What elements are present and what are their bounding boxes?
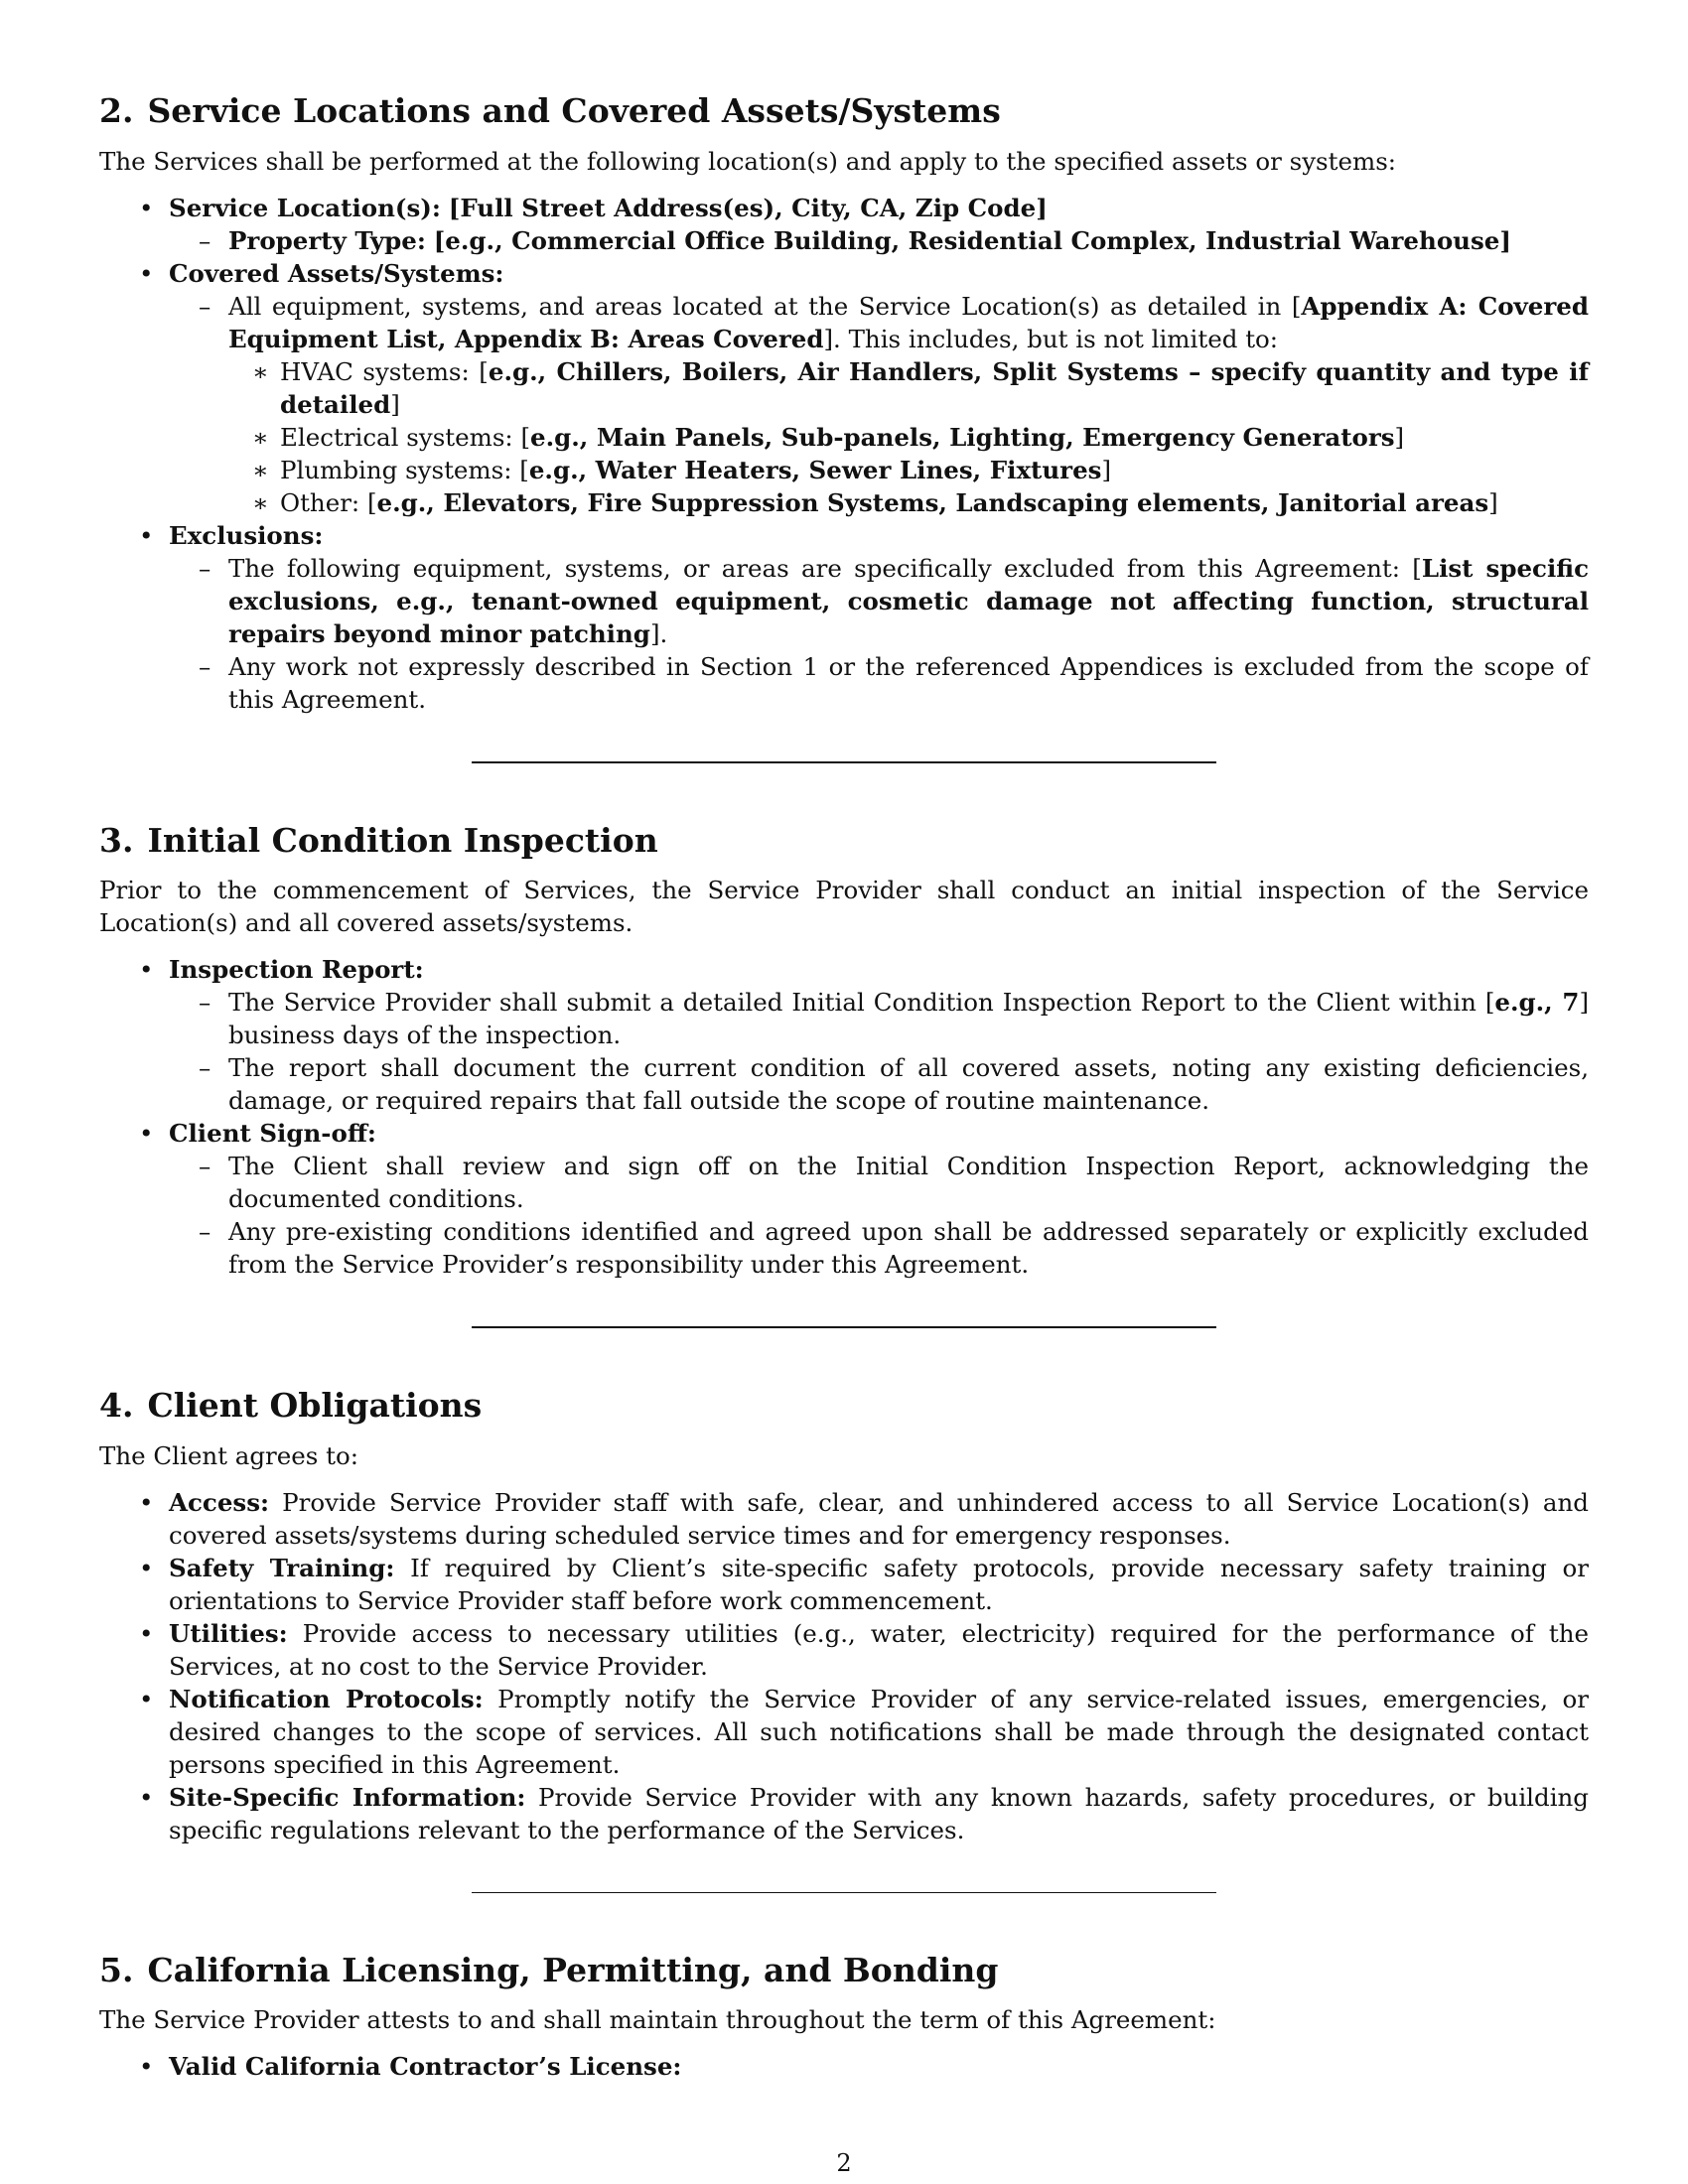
bold-text: e.g., 7 — [1494, 988, 1580, 1018]
list-item: – The Client shall review and sign off on the Initial Condition Inspection Report, acknowledging the documented conditions. — [169, 1150, 1589, 1215]
item-label: Inspection Report: — [169, 955, 424, 985]
list-item: – Any work not expressly described in Section 1 or the referenced Appendices is excluded from the scope of this Agreement. — [169, 650, 1589, 716]
list-item — [169, 290, 1589, 519]
text: ]. — [649, 618, 668, 648]
bold-text: List specific exclusions, e.g., tenant-owned equipment, cosmetic damage not affecting function, structural repairs beyond minor patching — [228, 553, 1590, 648]
text: Electrical systems: [ — [280, 422, 531, 452]
section-number: 4. — [99, 1386, 134, 1426]
list-item — [99, 1117, 1589, 1281]
text: All equipment, systems, and areas located at the Service Location(s) as detailed in [ — [228, 291, 1302, 321]
sub-list — [169, 986, 1589, 1117]
item-text: Provide Service Provider with any known hazards, safety procedures, or building specific regulations relevant to the performance of the Services. — [169, 1782, 1589, 1844]
section-divider — [472, 761, 1216, 763]
section-intro: Prior to the commencement of Services, the Service Provider shall conduct an initial inspection of the Service Location(s) and all covered assets/systems. — [99, 876, 1589, 938]
bullet-list — [99, 2050, 1589, 2083]
item-label: Site-Specific Information: — [169, 1782, 526, 1812]
sub-sub-list — [228, 355, 1589, 519]
text: ]. This includes, but is not limited to: — [823, 324, 1279, 353]
sub-list — [169, 552, 1589, 716]
item-label: Notification Protocols: — [169, 1684, 484, 1713]
list-item — [99, 1683, 1589, 1781]
item-label: Utilities: — [169, 1618, 288, 1648]
section-title: Service Locations and Covered Assets/Systems — [147, 91, 1001, 130]
section-2-heading — [99, 91, 1589, 131]
list-item — [169, 552, 1589, 650]
list-item — [99, 192, 1589, 257]
bullet-list — [99, 1486, 1589, 1846]
text: The following equipment, systems, or areas are specifically excluded from this Agreement: [ — [228, 553, 1422, 583]
list-item — [99, 2050, 1589, 2083]
section-3-heading — [99, 821, 1589, 861]
list-item — [228, 454, 1589, 486]
list-item — [99, 1486, 1589, 1552]
section-4-heading — [99, 1386, 1589, 1426]
text: ] — [1394, 422, 1405, 452]
section-number: 3. — [99, 820, 134, 860]
list-item — [99, 953, 1589, 1117]
section-number: 2. — [99, 91, 134, 130]
list-item — [99, 257, 1589, 519]
item-text: If required by Client’s site-specific safety protocols, provide necessary safety training or orientations to Service Provider staff before work commencement. — [169, 1553, 1589, 1615]
list-item — [99, 1617, 1589, 1683]
bold-text: Appendix A: Covered Equipment List, Appendix B: Areas Covered — [228, 291, 1589, 353]
bold-text: e.g., Chillers, Boilers, Air Handlers, Split Systems – specify quantity and type if detailed — [280, 356, 1589, 419]
text: ] — [1101, 455, 1112, 484]
text: Plumbing systems: [ — [280, 455, 529, 484]
section-title: California Licensing, Permitting, and Bonding — [147, 1950, 999, 1989]
section-divider — [472, 1892, 1216, 1893]
bullet-list — [99, 192, 1589, 716]
list-item — [169, 986, 1589, 1051]
bold-text: e.g., Main Panels, Sub-panels, Lighting, Emergency Generators — [530, 422, 1395, 452]
item-text: Promptly notify the Service Provider of any service-related issues, emergencies, or desired changes to the scope of services. All such notifications shall be made through the designated contact persons specified in this Agreement. — [169, 1684, 1589, 1779]
text: ] — [390, 389, 400, 419]
sub-list — [169, 224, 1589, 257]
item-text: Provide access to necessary utilities (e.g., water, electricity) required for the performance of the Services, at no cost to the Service Provider. — [169, 1618, 1589, 1681]
item-label: Safety Training: — [169, 1553, 395, 1582]
text: The Service Provider shall submit a detailed Initial Condition Inspection Report to the Client within [ — [228, 988, 1495, 1018]
section-number: 5. — [99, 1950, 134, 1989]
list-item — [99, 1552, 1589, 1617]
list-item — [99, 519, 1589, 716]
item-label: Service Location(s): — [169, 193, 441, 222]
bullet-list — [99, 953, 1589, 1281]
list-item — [228, 486, 1589, 519]
list-item — [228, 355, 1589, 421]
section-title: Client Obligations — [147, 1386, 483, 1426]
bold-text: e.g., Elevators, Fire Suppression Systems, Landscaping elements, Janitorial areas — [376, 487, 1489, 517]
item-label: Client Sign-off: — [169, 1119, 376, 1149]
item-label: Exclusions: — [169, 520, 324, 550]
text: ] business days of the inspection. — [228, 988, 1590, 1050]
section-4 — [99, 1386, 1589, 1846]
section-5 — [99, 1951, 1589, 2084]
section-intro: The Client agrees to: — [99, 1440, 358, 1470]
section-intro: The Services shall be performed at the following location(s) and apply to the specified assets or systems: — [99, 146, 1397, 176]
sub-list — [169, 1150, 1589, 1281]
item-label: Valid California Contractor’s License: — [169, 2052, 682, 2082]
section-5-heading — [99, 1951, 1589, 1990]
bold-text: e.g., Water Heaters, Sewer Lines, Fixtures — [528, 455, 1102, 484]
section-2 — [99, 91, 1589, 716]
item-label: Property Type: — [228, 225, 426, 255]
list-item: – Any pre-existing conditions identified and agreed upon shall be addressed separately or explicitly excluded from the Service Provider’s responsibility under this Agreement. — [169, 1215, 1589, 1281]
list-item: – The report shall document the current condition of all covered assets, noting any existing deficiencies, damage, or required repairs that fall outside the scope of routine maintenance. — [169, 1051, 1589, 1117]
section-title: Initial Condition Inspection — [147, 820, 658, 860]
item-value: [Full Street Address(es), City, CA, Zip Code] — [448, 193, 1048, 222]
section-intro: The Service Provider attests to and shall maintain throughout the term of this Agreement: — [99, 2005, 1216, 2035]
section-3 — [99, 821, 1589, 1282]
text: HVAC systems: [ — [280, 356, 489, 386]
item-label: Access: — [169, 1487, 270, 1517]
section-divider — [472, 1326, 1216, 1328]
sub-list — [169, 290, 1589, 519]
item-value: [e.g., Commercial Office Building, Residential Complex, Industrial Warehouse] — [433, 225, 1511, 255]
text: Other: [ — [280, 487, 377, 517]
list-item — [228, 421, 1589, 454]
text: ] — [1488, 487, 1498, 517]
page-number: 2 — [836, 2149, 852, 2177]
item-text: Provide Service Provider staff with safe, clear, and unhindered access to all Service Location(s) and covered assets/systems during scheduled service times and for emergency responses. — [169, 1487, 1589, 1550]
document-page — [99, 91, 1589, 2083]
item-label: Covered Assets/Systems: — [169, 258, 504, 288]
list-item — [99, 1781, 1589, 1846]
list-item — [169, 224, 1589, 257]
